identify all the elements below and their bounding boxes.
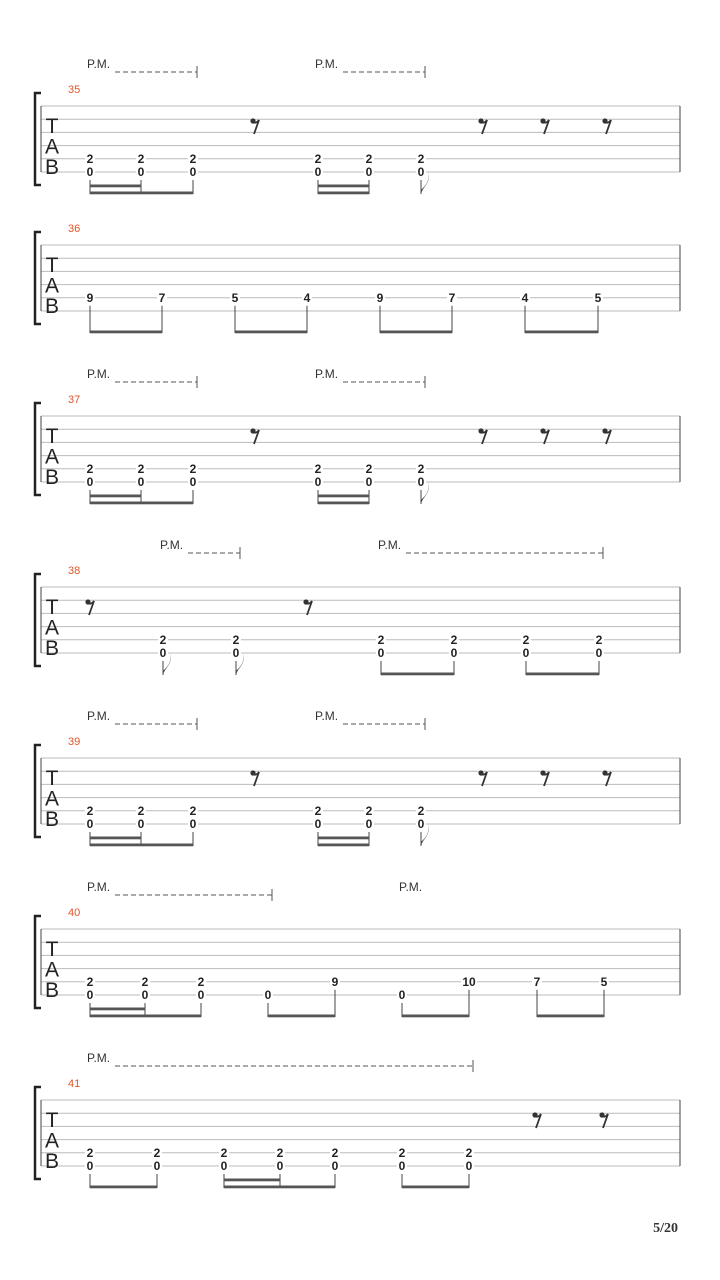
note — [230, 291, 240, 333]
fret-number: 0 — [86, 475, 94, 489]
fret-number: 0 — [153, 1159, 161, 1173]
fret-number: 0 — [197, 988, 205, 1002]
note — [532, 975, 542, 1017]
eighth-rest-glyph — [303, 599, 312, 615]
note — [313, 152, 323, 194]
fret-number: 0 — [595, 646, 603, 660]
fret-number: 5 — [231, 290, 239, 305]
note — [397, 988, 407, 1017]
fret-number: 0 — [232, 646, 240, 660]
note — [376, 633, 386, 675]
note — [521, 633, 531, 675]
fret-number: 0 — [465, 1159, 473, 1173]
beam-primary — [381, 673, 454, 676]
note — [375, 291, 385, 333]
tab-clef-letter: B — [44, 808, 60, 831]
fret-number: 0 — [189, 165, 197, 179]
fret-number: 0 — [137, 817, 145, 831]
fret-number: 0 — [331, 1159, 339, 1173]
beam-primary — [90, 1186, 157, 1189]
fret-number: 0 — [522, 646, 530, 660]
tab-clef-letter: T — [45, 1109, 59, 1132]
palm-mute-label: P.M. — [87, 1051, 111, 1065]
tab-clef-letter: B — [44, 1150, 60, 1173]
tab-clef-letter: T — [45, 596, 59, 619]
beam-primary — [402, 1186, 469, 1189]
note — [188, 152, 198, 194]
bar-number: 37 — [68, 394, 81, 406]
fret-number: 0 — [189, 817, 197, 831]
note — [416, 462, 429, 504]
system-bracket — [35, 574, 41, 666]
note — [449, 633, 459, 675]
fret-number: 2 — [417, 803, 425, 818]
fret-number: 0 — [417, 817, 425, 831]
note — [397, 1146, 407, 1188]
eighth-rest-glyph — [599, 1112, 608, 1128]
tab-system — [35, 538, 680, 675]
fret-number: 0 — [86, 988, 94, 1002]
fret-number: 0 — [365, 475, 373, 489]
note — [136, 152, 146, 194]
fret-number: 0 — [314, 817, 322, 831]
fret-number: 2 — [276, 1145, 284, 1160]
eighth-rest-glyph — [478, 770, 487, 786]
bar-number: 38 — [68, 565, 81, 577]
fret-number: 2 — [137, 151, 145, 166]
palm-mute-label: P.M. — [399, 880, 423, 894]
tab-system — [35, 223, 680, 333]
beam-primary — [380, 331, 452, 334]
note — [416, 152, 429, 194]
palm-mute-label: P.M. — [315, 57, 339, 71]
system-bracket — [35, 403, 41, 495]
fret-number: 2 — [331, 1145, 339, 1160]
system-bracket — [35, 916, 41, 1008]
beam-primary — [525, 331, 598, 334]
fret-number: 0 — [365, 165, 373, 179]
beam-primary — [318, 502, 369, 505]
fret-number: 4 — [303, 290, 311, 305]
note — [188, 462, 198, 504]
note — [188, 804, 198, 846]
note — [136, 804, 146, 846]
fret-number: 4 — [521, 290, 529, 305]
tab-clef-letter: T — [45, 425, 59, 448]
eighth-rest-glyph — [540, 428, 549, 444]
fret-number: 0 — [398, 1159, 406, 1173]
fret-number: 2 — [86, 803, 94, 818]
beam-primary — [235, 331, 307, 334]
bar-number: 36 — [68, 223, 81, 235]
tab-system — [35, 57, 680, 194]
tab-clef-letter: A — [44, 445, 60, 469]
fret-number: 2 — [522, 632, 530, 647]
eighth-rest-glyph — [602, 428, 611, 444]
fret-number: 10 — [462, 974, 476, 989]
fret-number: 0 — [377, 646, 385, 660]
note — [85, 804, 95, 846]
fret-number: 2 — [153, 1145, 161, 1160]
note — [85, 975, 95, 1017]
palm-mute-label: P.M. — [378, 538, 402, 552]
fret-number: 0 — [141, 988, 149, 1002]
fret-number: 2 — [189, 461, 197, 476]
fret-number: 9 — [376, 290, 384, 305]
palm-mute-label: P.M. — [87, 367, 111, 381]
eighth-rest-glyph — [250, 770, 259, 786]
fret-number: 2 — [197, 974, 205, 989]
beam-primary — [224, 1186, 335, 1189]
tab-clef-letter: A — [44, 787, 60, 811]
fret-number: 2 — [220, 1145, 228, 1160]
tab-clef-letter: T — [45, 767, 59, 790]
palm-mute-label: P.M. — [160, 538, 184, 552]
note — [158, 633, 171, 675]
eighth-rest-glyph — [540, 770, 549, 786]
tab-clef-letter: B — [44, 295, 60, 318]
eighth-rest-glyph — [478, 118, 487, 134]
eighth-rest-glyph — [540, 118, 549, 134]
tab-system — [35, 367, 680, 504]
tab-clef-letter: A — [44, 274, 60, 298]
bar-number: 39 — [68, 736, 81, 748]
tab-system — [35, 1051, 680, 1188]
note — [364, 152, 374, 194]
fret-number: 2 — [86, 1145, 94, 1160]
fret-number: 7 — [533, 974, 541, 989]
tab-clef-letter: T — [45, 254, 59, 277]
fret-number: 0 — [314, 475, 322, 489]
tab-system — [35, 709, 680, 846]
fret-number: 2 — [137, 803, 145, 818]
page-number: 5/20 — [653, 1221, 678, 1236]
fret-number: 2 — [189, 803, 197, 818]
fret-number: 0 — [450, 646, 458, 660]
fret-number: 2 — [314, 461, 322, 476]
fret-number: 0 — [137, 165, 145, 179]
fret-number: 2 — [417, 461, 425, 476]
fret-number: 2 — [314, 803, 322, 818]
note — [136, 462, 146, 504]
tab-clef-letter: B — [44, 156, 60, 179]
note — [447, 291, 457, 333]
note — [313, 462, 323, 504]
note — [364, 462, 374, 504]
fret-number: 7 — [448, 290, 456, 305]
beam-secondary — [90, 495, 141, 498]
note — [464, 1146, 474, 1188]
beam-primary — [526, 673, 599, 676]
note — [599, 975, 609, 1017]
system-bracket — [35, 232, 41, 324]
tab-clef-letter: A — [44, 1129, 60, 1153]
note — [85, 1146, 95, 1188]
fret-number: 9 — [331, 974, 339, 989]
note — [594, 633, 604, 675]
tab-clef-letter: B — [44, 979, 60, 1002]
fret-number: 0 — [417, 165, 425, 179]
fret-number: 2 — [365, 803, 373, 818]
tab-clef-letter: A — [44, 958, 60, 982]
note — [520, 291, 530, 333]
fret-number: 2 — [159, 632, 167, 647]
note — [196, 975, 206, 1017]
beam-primary — [537, 1015, 604, 1018]
fret-number: 0 — [86, 165, 94, 179]
note — [302, 291, 312, 333]
beam-secondary — [90, 837, 141, 840]
note — [85, 462, 95, 504]
fret-number: 2 — [417, 151, 425, 166]
beam-secondary — [90, 1008, 145, 1011]
beam-primary — [268, 1015, 335, 1018]
beam-primary — [318, 844, 369, 847]
fret-number: 0 — [137, 475, 145, 489]
tab-clef-letter: T — [45, 938, 59, 961]
fret-number: 7 — [158, 290, 166, 305]
note — [85, 291, 95, 333]
eighth-rest-glyph — [250, 428, 259, 444]
fret-number: 0 — [314, 165, 322, 179]
fret-number: 2 — [595, 632, 603, 647]
tab-clef-letter: A — [44, 616, 60, 640]
fret-number: 9 — [86, 290, 94, 305]
eighth-rest-glyph — [602, 770, 611, 786]
fret-number: 2 — [189, 151, 197, 166]
fret-number: 0 — [417, 475, 425, 489]
fret-number: 5 — [594, 290, 602, 305]
fret-number: 2 — [398, 1145, 406, 1160]
fret-number: 2 — [137, 461, 145, 476]
bar-number: 40 — [68, 907, 81, 919]
eighth-rest-glyph — [478, 428, 487, 444]
beam-secondary — [318, 837, 369, 840]
fret-number: 0 — [159, 646, 167, 660]
beam-primary — [90, 331, 162, 334]
fret-number: 0 — [398, 988, 406, 1002]
fret-number: 0 — [189, 475, 197, 489]
fret-number: 2 — [314, 151, 322, 166]
beam-primary — [90, 1015, 201, 1018]
note — [152, 1146, 162, 1188]
note — [219, 1146, 229, 1188]
fret-number: 0 — [86, 817, 94, 831]
fret-number: 2 — [377, 632, 385, 647]
system-bracket — [35, 93, 41, 185]
note — [330, 975, 340, 1017]
note — [85, 152, 95, 194]
fret-number: 0 — [220, 1159, 228, 1173]
beam-primary — [90, 192, 193, 195]
fret-number: 2 — [232, 632, 240, 647]
fret-number: 0 — [365, 817, 373, 831]
eighth-rest-glyph — [250, 118, 259, 134]
note — [461, 975, 477, 1017]
fret-number: 2 — [465, 1145, 473, 1160]
note — [231, 633, 244, 675]
system-bracket — [35, 1087, 41, 1179]
bar-number: 41 — [68, 1078, 81, 1090]
note — [275, 1146, 285, 1188]
bar-number: 35 — [68, 84, 81, 96]
fret-number: 2 — [86, 461, 94, 476]
tab-clef-letter: T — [45, 115, 59, 138]
beam-secondary — [318, 185, 369, 188]
note — [330, 1146, 340, 1188]
fret-number: 0 — [276, 1159, 284, 1173]
note — [416, 804, 429, 846]
fret-number: 2 — [450, 632, 458, 647]
eighth-rest-glyph — [602, 118, 611, 134]
fret-number: 2 — [86, 974, 94, 989]
fret-number: 5 — [600, 974, 608, 989]
note — [140, 975, 150, 1017]
palm-mute-label: P.M. — [315, 367, 339, 381]
beam-primary — [90, 502, 193, 505]
beam-secondary — [318, 495, 369, 498]
system-bracket — [35, 745, 41, 837]
note — [263, 988, 273, 1017]
beam-secondary — [90, 185, 141, 188]
fret-number: 2 — [86, 151, 94, 166]
tab-system — [35, 880, 680, 1017]
note — [364, 804, 374, 846]
palm-mute-label: P.M. — [87, 57, 111, 71]
beam-primary — [90, 844, 193, 847]
beam-primary — [318, 192, 369, 195]
fret-number: 2 — [365, 461, 373, 476]
eighth-rest-glyph — [532, 1112, 541, 1128]
tab-clef-letter: A — [44, 135, 60, 159]
note — [157, 291, 167, 333]
beam-secondary — [224, 1179, 280, 1182]
palm-mute-label: P.M. — [87, 709, 111, 723]
note — [313, 804, 323, 846]
tab-clef-letter: B — [44, 466, 60, 489]
fret-number: 0 — [86, 1159, 94, 1173]
tab-clef-letter: B — [44, 637, 60, 660]
palm-mute-label: P.M. — [87, 880, 111, 894]
beam-primary — [402, 1015, 469, 1018]
palm-mute-label: P.M. — [315, 709, 339, 723]
fret-number: 0 — [264, 988, 272, 1002]
eighth-rest-glyph — [85, 599, 94, 615]
note — [593, 291, 603, 333]
fret-number: 2 — [365, 151, 373, 166]
fret-number: 2 — [141, 974, 149, 989]
